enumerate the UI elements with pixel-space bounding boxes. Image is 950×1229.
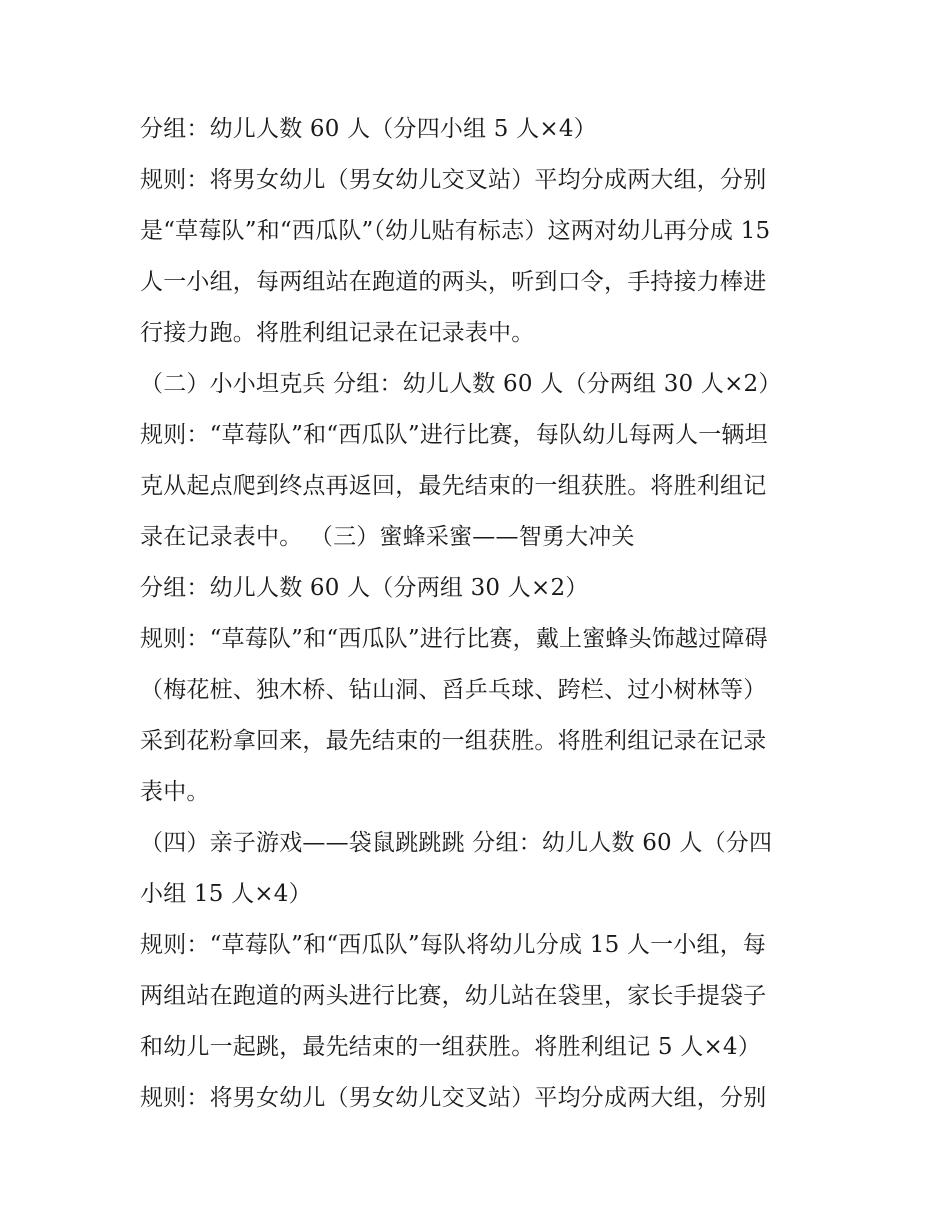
text-line: 表中。 [140, 779, 210, 805]
text-line: （梅花桩、独木桥、钻山洞、舀乒乓球、跨栏、过小树林等） [140, 677, 767, 703]
text-line: 录在记录表中。 （三）蜜蜂采蜜——智勇大冲关 [140, 524, 635, 550]
text-line: 采到花粉拿回来，最先结束的一组获胜。将胜利组记录在记录 [140, 728, 767, 754]
text-line: （二）小小坦克兵 分组：幼儿人数 60 人（分两组 30 人×2） [140, 371, 782, 397]
text-line: 两组站在跑道的两头进行比赛，幼儿站在袋里，家长手提袋子 [140, 983, 767, 1009]
text-line: 规则：“草莓队”和“西瓜队”进行比赛，戴上蜜蜂头饰越过障碍 [140, 626, 768, 652]
text-line: 小组 15 人×4） [140, 881, 312, 907]
text-line: 分组：幼儿人数 60 人（分四小组 5 人×4） [140, 116, 597, 142]
text-line: 和幼儿一起跳，最先结束的一组获胜。将胜利组记 5 人×4） [140, 1034, 761, 1060]
text-line: 规则：将男女幼儿（男女幼儿交叉站）平均分成两大组，分别 [140, 167, 767, 193]
text-line: （四）亲子游戏——袋鼠跳跳跳 分组：幼儿人数 60 人（分四 [140, 830, 773, 856]
text-line: 人一小组，每两组站在跑道的两头，听到口令，手持接力棒进 [140, 269, 767, 295]
text-line: 行接力跑。将胜利组记录在记录表中。 [140, 320, 535, 346]
text-line: 是“草莓队”和“西瓜队”（幼儿贴有标志）这两对幼儿再分成 15 [140, 218, 771, 244]
document-body [140, 104, 820, 1124]
text-line: 规则：“草莓队”和“西瓜队”进行比赛，每队幼儿每两人一辆坦 [140, 422, 768, 448]
text-line: 分组：幼儿人数 60 人（分两组 30 人×2） [140, 575, 589, 601]
text-line: 克从起点爬到终点再返回，最先结束的一组获胜。将胜利组记 [140, 473, 767, 499]
text-line: 规则：将男女幼儿（男女幼儿交叉站）平均分成两大组，分别 [140, 1085, 767, 1111]
text-line: 规则：“草莓队”和“西瓜队”每队将幼儿分成 15 人一小组，每 [140, 932, 767, 958]
